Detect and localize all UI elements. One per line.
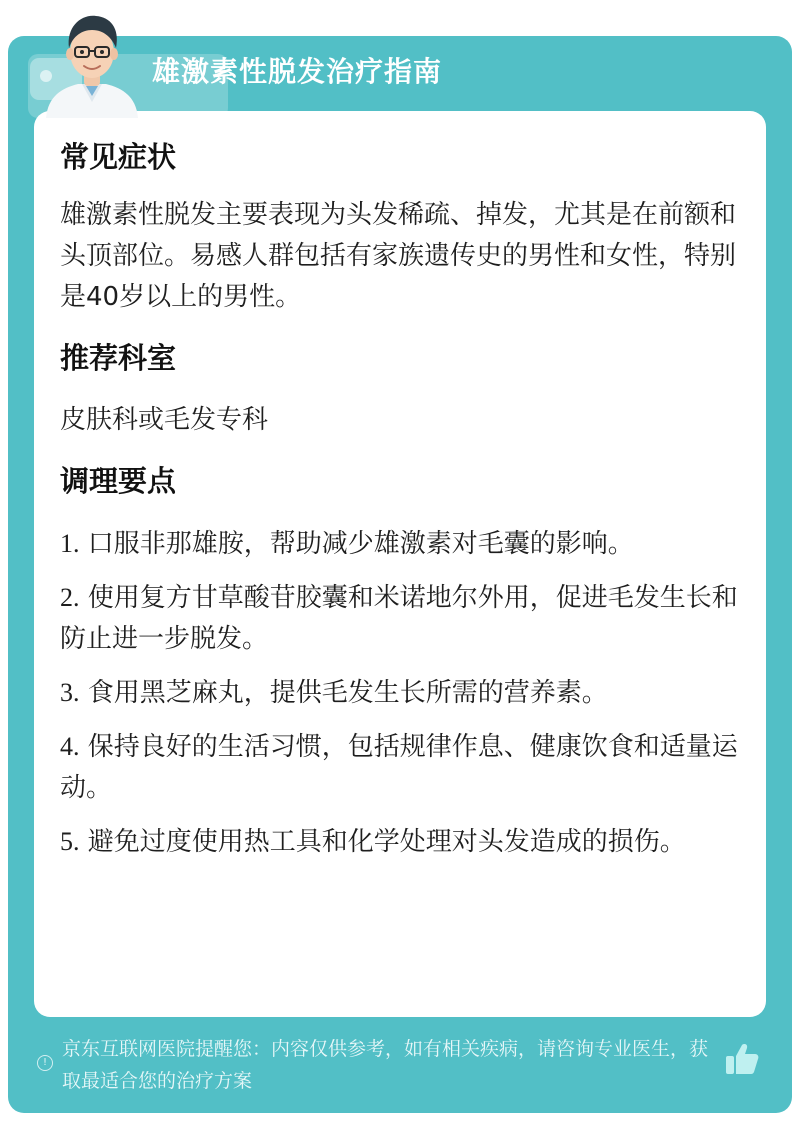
care-item-text: 食用黑芝麻丸，提供毛发生长所需的营养素。	[87, 678, 608, 708]
content-card	[34, 111, 766, 1017]
care-item-number: 5.	[60, 827, 80, 856]
doctor-avatar	[42, 8, 142, 118]
symptoms-title: 常见症状	[60, 140, 177, 174]
symptoms-body: 雄激素性脱发主要表现为头发稀疏、掉发，尤其是在前额和头顶部位。易感人群包括有家族遗传史的男性和女性，特别是40岁以上的男性。	[60, 200, 737, 312]
care-item-text: 口服非那雄胺，帮助减少雄激素对毛囊的影响。	[87, 529, 634, 559]
care-item	[60, 523, 738, 565]
footer-notice: 京东互联网医院提醒您：内容仅供参考，如有相关疾病，请咨询专业医生，获取最适合您的治疗方案	[62, 1038, 709, 1092]
info-icon: !	[37, 1055, 53, 1071]
care-item	[60, 726, 738, 809]
care-item-text: 使用复方甘草酸苷胶囊和米诺地尔外用，促进毛发生长和防止进一步脱发。	[60, 583, 738, 654]
thumbs-up-icon[interactable]	[724, 1042, 760, 1076]
department-body: 皮肤科或毛发专科	[60, 405, 269, 435]
care-item-number: 4.	[60, 732, 80, 761]
care-item-number: 2.	[60, 583, 80, 612]
page-title: 雄激素性脱发治疗指南	[152, 55, 443, 88]
care-list	[60, 523, 738, 863]
care-title: 调理要点	[60, 464, 177, 498]
care-item	[60, 577, 738, 660]
care-item-number: 1.	[60, 529, 80, 558]
care-item-number: 3.	[60, 678, 80, 707]
care-item	[60, 672, 738, 714]
department-title: 推荐科室	[60, 341, 177, 375]
care-item-text: 保持良好的生活习惯，包括规律作息、健康饮食和适量运动。	[60, 732, 738, 803]
care-item-text: 避免过度使用热工具和化学处理对头发造成的损伤。	[87, 827, 686, 857]
care-item	[60, 821, 738, 863]
